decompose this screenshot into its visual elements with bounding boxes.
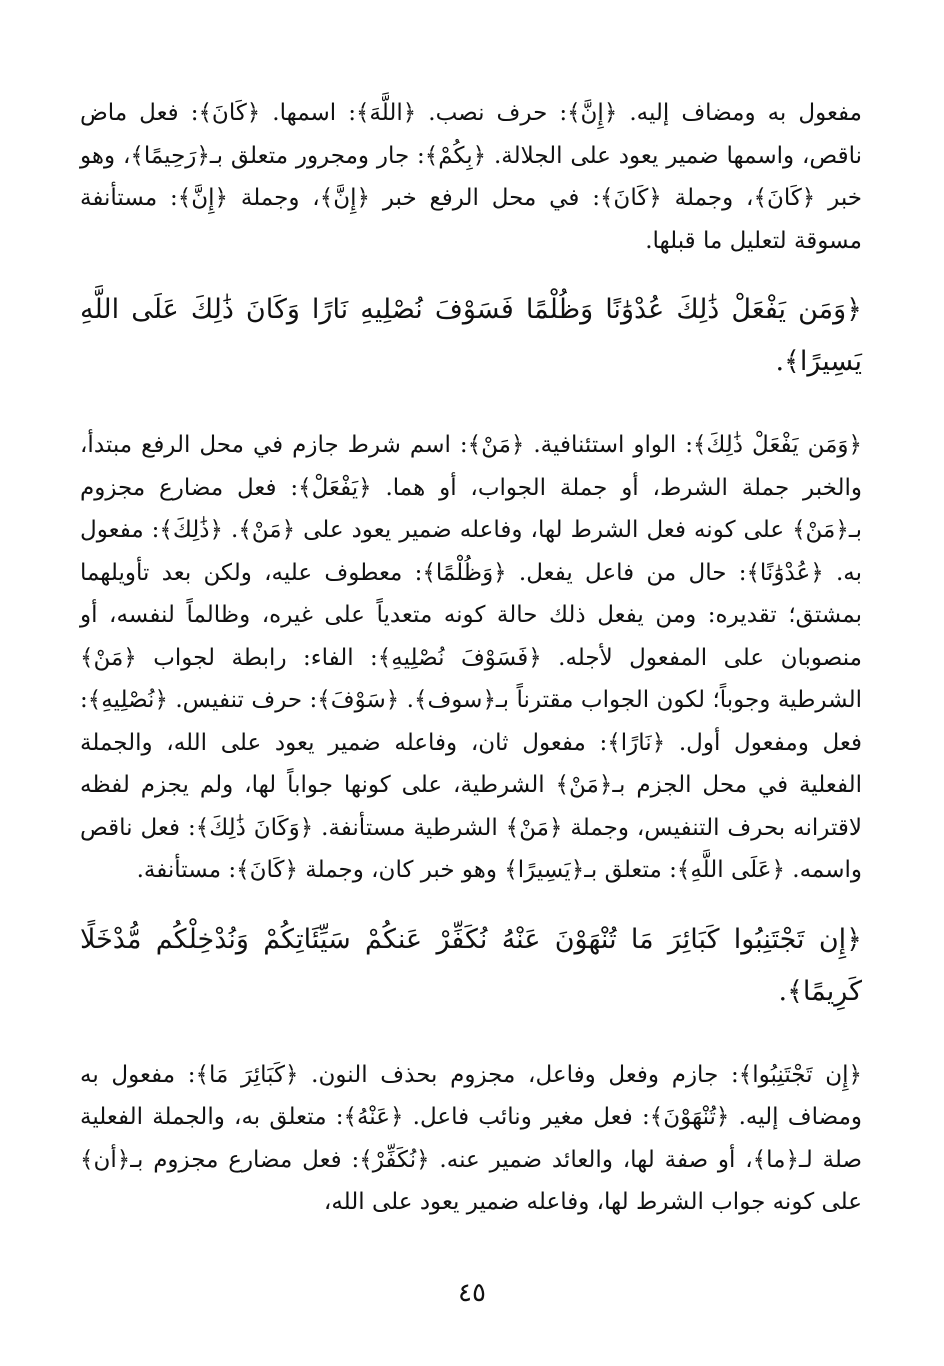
verse-block-2: ﴿إِن تَجْتَنِبُوا كَبَائِرَ مَا تُنْهَوْنَ عَنْهُ نُكَفِّرْ عَنكُمْ سَيِّئَاتِكُمْ وَنُدْخِلْكُم مُّدْخَلًا كَرِيمًا﴾. bbox=[80, 923, 862, 1007]
page-number: ٤٥ bbox=[458, 1278, 486, 1308]
verse-block-1: ﴿وَمَن يَفْعَلْ ذَٰلِكَ عُدْوَٰنًا وَظُلْمًا فَسَوْفَ نُصْلِيهِ نَارًا وَكَانَ ذَٰلِكَ عَلَى اللَّهِ يَسِيرًا﴾. bbox=[80, 294, 862, 377]
commentary-paragraph-2: ﴿وَمَن يَفْعَلْ ذَٰلِكَ﴾: الواو استئنافية. ﴿مَنْ﴾: اسم شرط جازم في محل الرفع مبتدأ، والخبر جملة الشرط، أو جملة الجواب، أو هما. ﴿يَفْعَلْ﴾: فعل مضارع مجزوم بـ﴿مَنْ﴾ على كونه فعل الشرط لها، وفاعله ضمير يعود على ﴿مَنْ﴾. ﴿ذَٰلِكَ﴾: مفعول به. ﴿عُدْوَٰنًا﴾: حال من فاعل يفعل. ﴿وَظُلْمًا﴾: معطوف عليه، ولكن بعد تأويلهما بمشتق؛ تقديره: ومن يفعل ذلك حالة كونه متعدياً على غيره، وظالماً لنفسه، أو منصوبان على المفعول لأجله. ﴿فَسَوْفَ نُصْلِيهِ﴾: الفاء: رابطة لجواب ﴿مَنْ﴾ الشرطية وجوباً؛ لكون الجواب مقترناً بـ﴿سوف﴾. ﴿سَوْفَ﴾: حرف تنفيس. ﴿نُصْلِيهِ﴾: فعل ومفعول أول. ﴿نَارًا﴾: مفعول ثان، وفاعله ضمير يعود على الله، والجملة الفعلية في محل الجزم بـ﴿مَنْ﴾ الشرطية، على كونها جواباً لها، ولم يجزم لفظه لاقترانه بحرف التنفيس، وجملة ﴿مَنْ﴾ الشرطية مستأنفة. ﴿وَكَانَ ذَٰلِكَ﴾: فعل ناقص واسمه. ﴿عَلَى اللَّهِ﴾: متعلق بـ﴿يَسِيرًا﴾ وهو خبر كان، وجملة ﴿كَانَ﴾: مستأنفة. bbox=[80, 432, 862, 883]
commentary-paragraph-1: مفعول به ومضاف إليه. ﴿إِنَّ﴾: حرف نصب. ﴿اللَّهَ﴾: اسمها. ﴿كَانَ﴾: فعل ماض ناقص، واسمها ضمير يعود على الجلالة. ﴿بِكُمْ﴾: جار ومجرور متعلق بـ﴿رَحِيمًا﴾، وهو خبر ﴿كَانَ﴾، وجملة ﴿كَانَ﴾: في محل الرفع خبر ﴿إِنَّ﴾، وجملة ﴿إِنَّ﴾: مستأنفة مسوقة لتعليل ما قبلها. bbox=[80, 100, 862, 254]
page-body bbox=[80, 92, 862, 1224]
commentary-paragraph-3: ﴿إِن تَجْتَنِبُوا﴾: جازم وفعل وفاعل، مجزوم بحذف النون. ﴿كَبَائِرَ مَا﴾: مفعول به ومضاف إليه. ﴿تُنْهَوْنَ﴾: فعل مغير ونائب فاعل. ﴿عَنْهُ﴾: متعلق به، والجملة الفعلية صلة لـ﴿ما﴾، أو صفة لها، والعائد ضمير عنه. ﴿نُكَفِّرْ﴾: فعل مضارع مجزوم بـ﴿أن﴾ على كونه جواب الشرط لها، وفاعله ضمير يعود على الله، bbox=[80, 1061, 862, 1215]
